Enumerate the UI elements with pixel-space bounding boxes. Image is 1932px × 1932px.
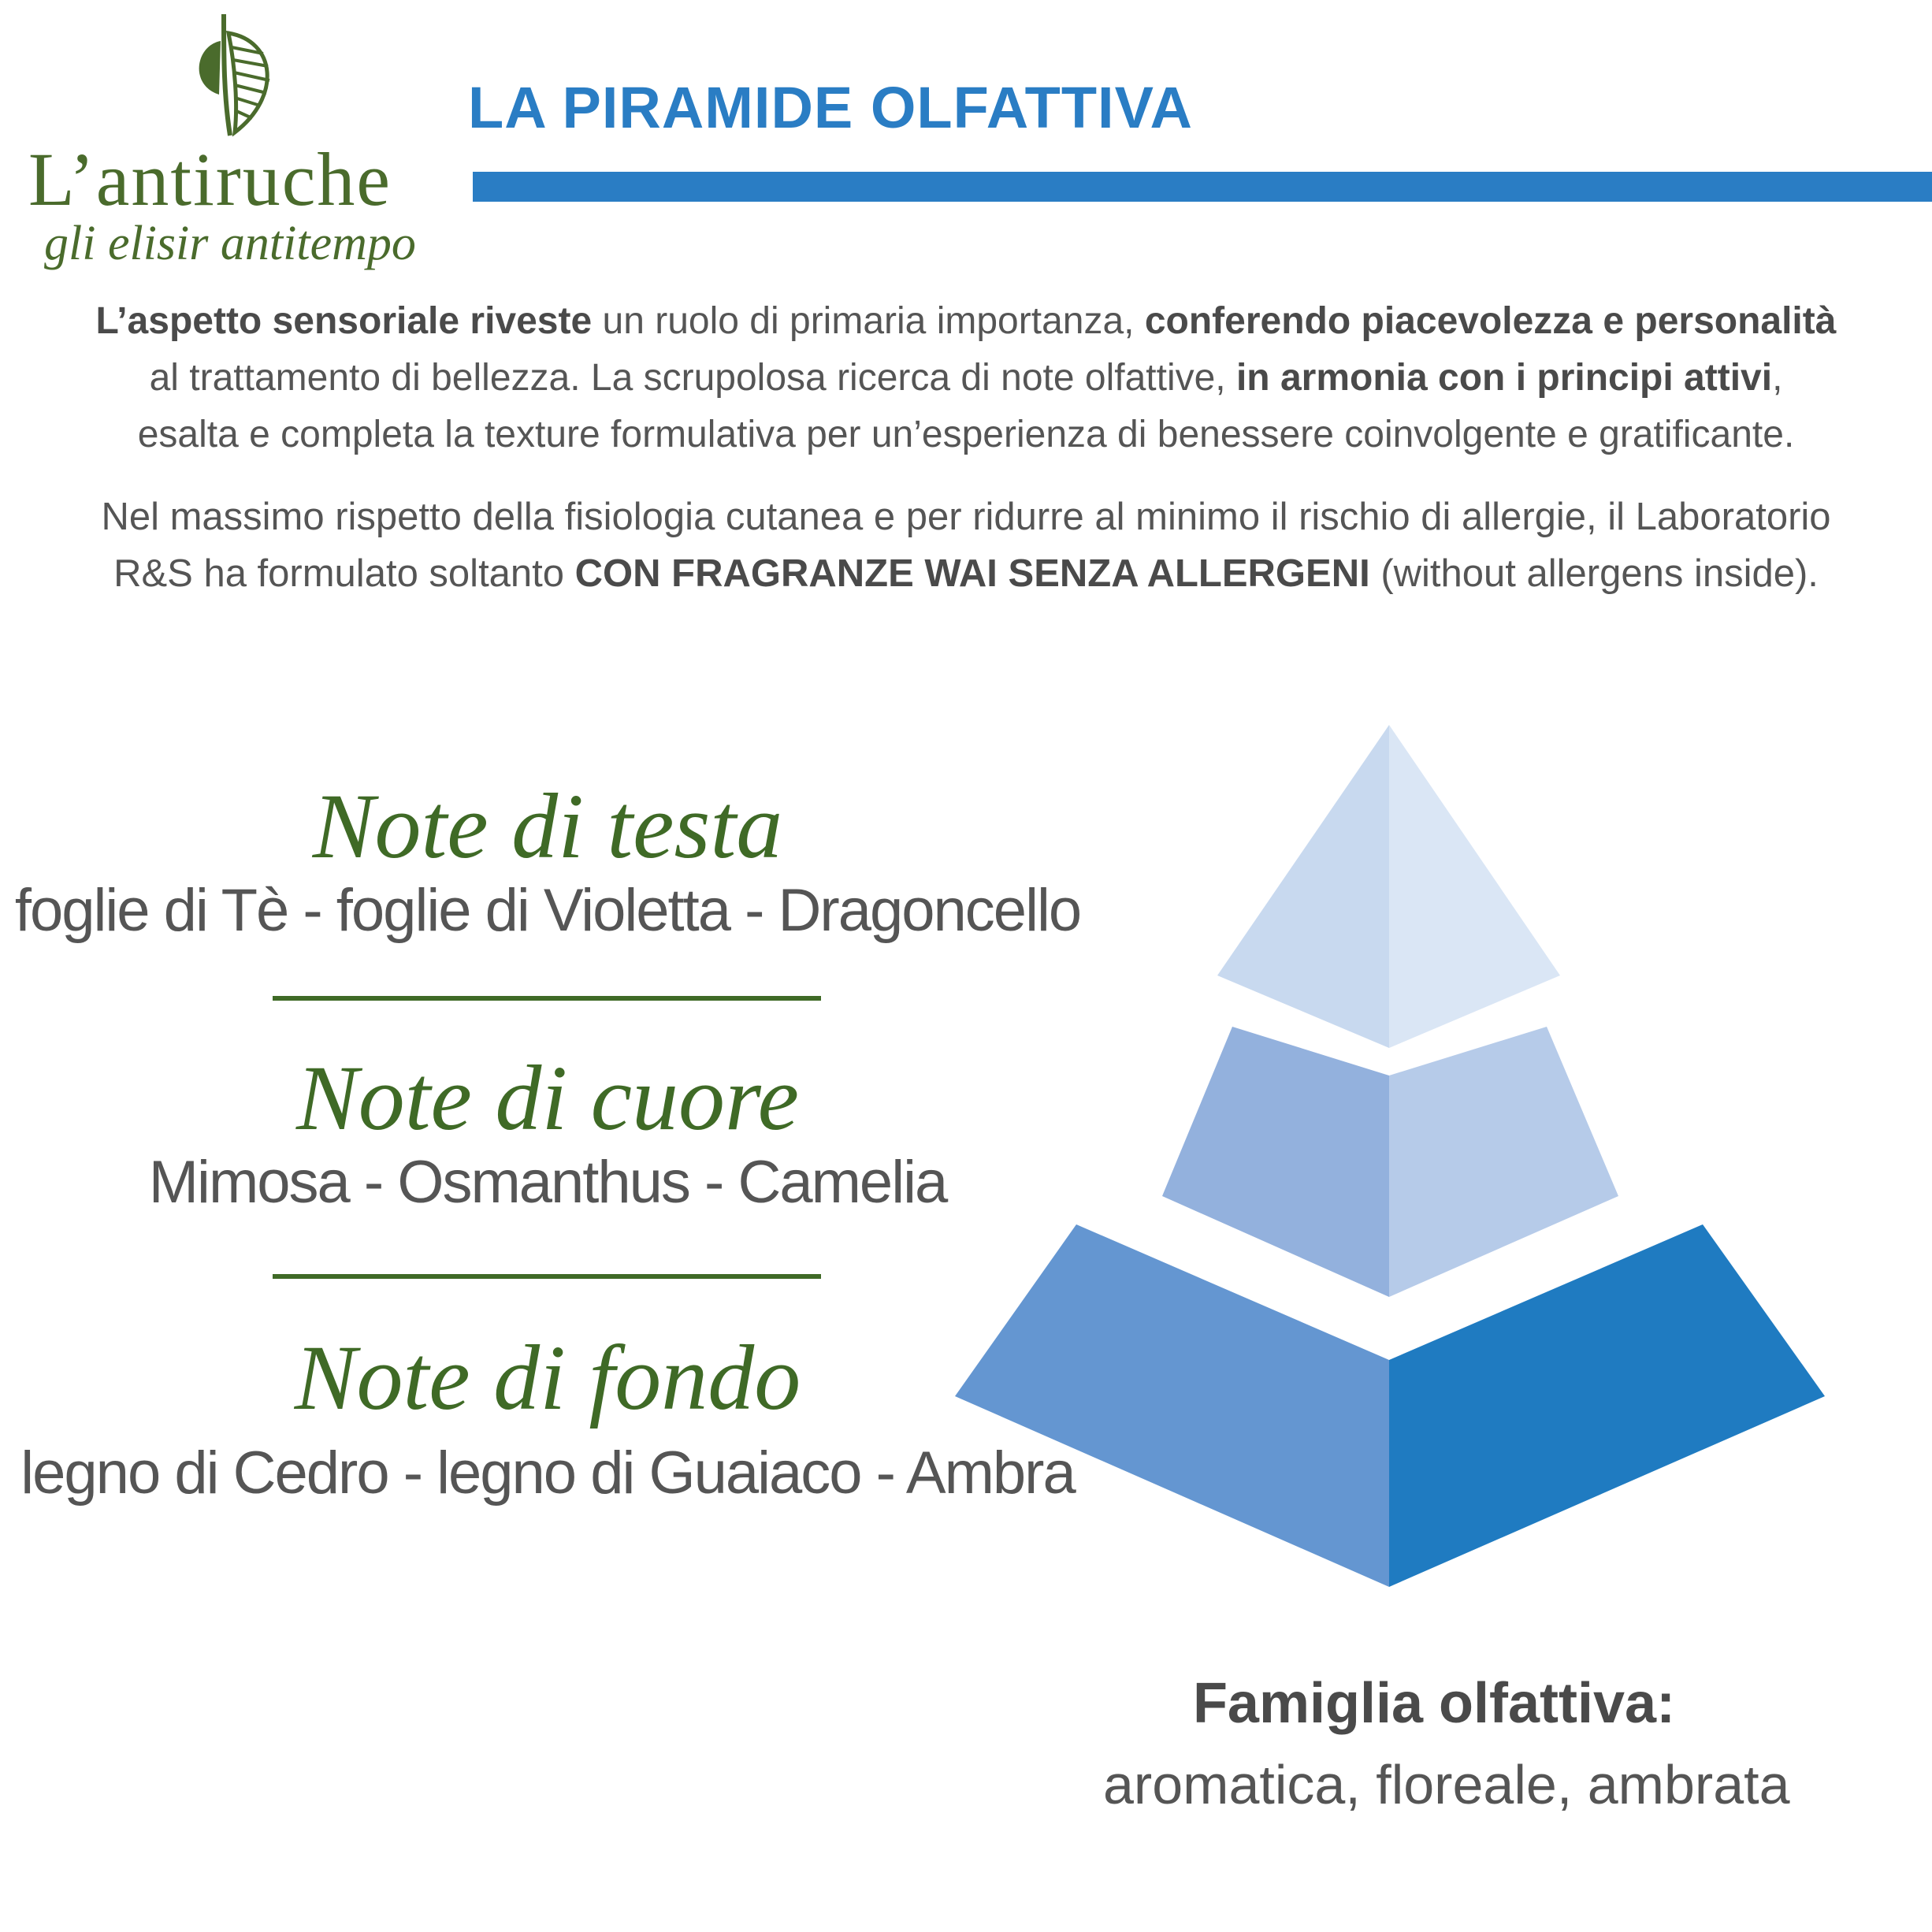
pyramid-middle-left-face xyxy=(1162,1027,1389,1297)
top-notes-title: Note di testa xyxy=(312,775,783,878)
pyramid-base-right-face xyxy=(1389,1224,1825,1587)
intro-text-run: L’aspetto sensoriale riveste xyxy=(95,300,593,342)
olfactory-family-value: aromatica, floreale, ambrata xyxy=(1103,1754,1790,1815)
intro-text-run: conferendo piacevolezza e personalità xyxy=(1144,300,1837,342)
title-underline xyxy=(473,172,1932,202)
intro-text-run: (without allergens inside). xyxy=(1369,552,1819,595)
pyramid-top-left-face xyxy=(1217,725,1389,1048)
heart-notes-list: Mimosa - Osmanthus - Camelia xyxy=(148,1149,947,1216)
base-notes-list: legno di Cedro - legno di Guaiaco - Ambra xyxy=(20,1440,1075,1507)
pyramid-middle-right-face xyxy=(1389,1027,1618,1297)
top-notes-list: foglie di Tè - foglie di Violetta - Dragoncello xyxy=(14,877,1081,944)
intro-text-run: , esalta e completa la texture formulativa per un’esperienza di benessere coinvolgente e gratificante. xyxy=(137,357,1795,455)
olfactory-pyramid xyxy=(946,725,1828,1599)
intro-text-run: Nel massimo rispetto della fisiologia cutanea e per ridurre al minimo il rischio di allergie, il Laboratorio R&S ha formulato soltanto xyxy=(101,496,1831,595)
page-title: LA PIRAMIDE OLFATTIVA xyxy=(468,75,1193,140)
notes-divider xyxy=(273,996,821,1001)
intro-paragraph-1 xyxy=(95,293,1837,463)
pyramid-base-left-face xyxy=(955,1224,1389,1587)
intro-text-run: al trattamento di bellezza. La scrupolosa ricerca di note olfattive, xyxy=(149,357,1236,399)
intro-text-run: un ruolo di primaria importanza, xyxy=(592,300,1145,342)
heart-notes-title: Note di cuore xyxy=(296,1046,799,1150)
notes-divider xyxy=(273,1274,821,1279)
leaf-logo-icon xyxy=(189,9,284,143)
brand-name: L’antiruche xyxy=(28,137,392,221)
base-notes-title: Note di fondo xyxy=(294,1326,801,1429)
intro-paragraph-2 xyxy=(95,489,1837,602)
pyramid-top-right-face xyxy=(1389,725,1560,1048)
olfactory-family-label: Famiglia olfattiva: xyxy=(1192,1672,1676,1735)
intro-text-run: CON FRAGRANZE WAI SENZA ALLERGENI xyxy=(574,552,1370,595)
intro-text-run: in armonia con i principi attivi xyxy=(1235,357,1773,399)
brand-tagline: gli elisir antitempo xyxy=(44,217,416,270)
